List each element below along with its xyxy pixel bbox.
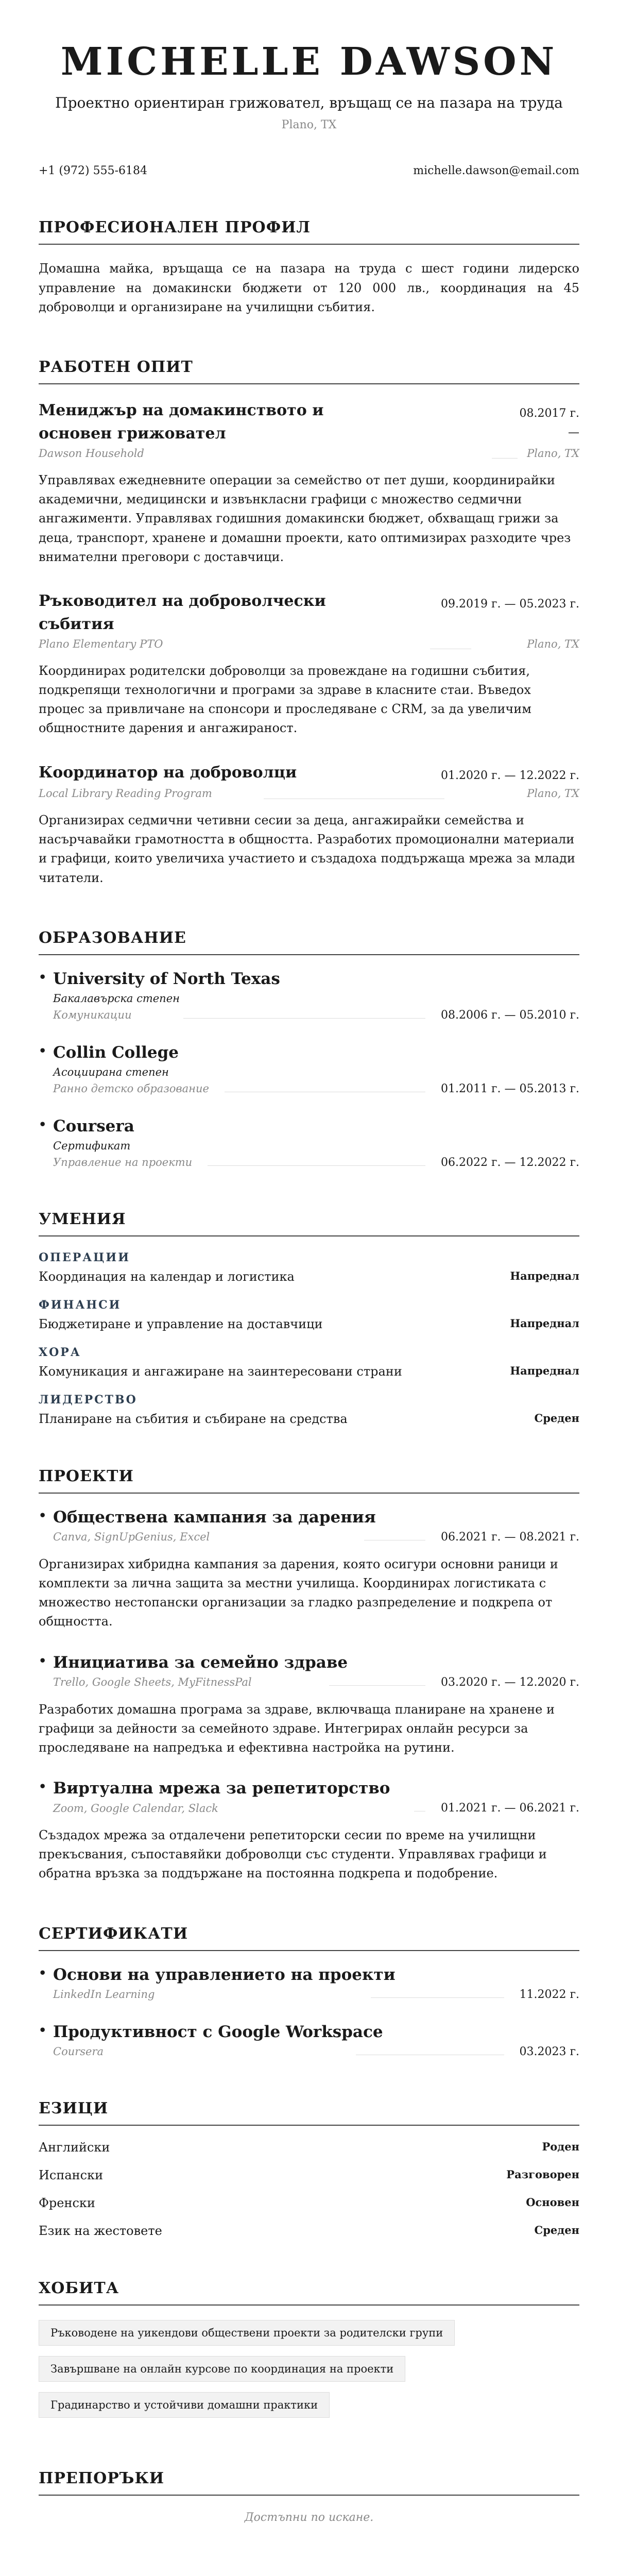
certificate-name: • Продуктивност с Google Workspace xyxy=(39,2023,579,2041)
job-location: Plano, TX xyxy=(527,637,579,650)
certificate-entry xyxy=(39,1965,579,2001)
job-org: Plano Elementary PTO xyxy=(39,637,163,650)
language-row xyxy=(39,2168,579,2182)
leader-line xyxy=(371,1997,504,1998)
skill-name: Комуникация и ангажиране на заинтересовани страни xyxy=(39,1364,402,1379)
phone-number[interactable]: +1 (972) 555-6184 xyxy=(39,164,147,178)
certificate-entry xyxy=(39,2023,579,2058)
leader-line xyxy=(183,1018,425,1019)
language-name: Английски xyxy=(39,2140,110,2155)
project-name: • Виртуална мрежа за репетиторство xyxy=(39,1779,579,1798)
hobby-tag: Завършване на онлайн курсове по координация на проекти xyxy=(39,2356,405,2382)
degree: Асоциирана степен xyxy=(53,1065,169,1078)
project-tools: Canva, SignUpGenius, Excel xyxy=(53,1531,210,1544)
skill-group xyxy=(39,1298,579,1331)
skill-group xyxy=(39,1393,579,1426)
section-title: ПРОФЕСИОНАЛЕН ПРОФИЛ xyxy=(39,218,579,245)
projects-section xyxy=(39,1467,579,1884)
job-dates: 09.2019 г. — 05.2023 г. xyxy=(441,597,579,611)
section-title: ПРЕПОРЪКИ xyxy=(39,2469,579,2496)
language-level: Основен xyxy=(526,2195,579,2209)
certificate-date: 11.2022 г. xyxy=(519,1988,579,2001)
candidate-name: MICHELLE DAWSON xyxy=(60,40,558,84)
skill-name: Бюджетиране и управление на доставчици xyxy=(39,1316,323,1331)
language-name: Френски xyxy=(39,2195,95,2210)
references-text: Достъпни по искане. xyxy=(244,2511,374,2524)
job-title: Мениджър на домакинството и основен грижовател xyxy=(39,401,324,443)
education-dates: 06.2022 г. — 12.2022 г. xyxy=(441,1156,579,1169)
job-entry xyxy=(39,589,579,738)
contact-row xyxy=(39,164,579,177)
section-title: ОБРАЗОВАНИЕ xyxy=(39,929,579,955)
skill-name: Координация на календар и логистика xyxy=(39,1269,295,1284)
school-name: • Collin College xyxy=(39,1043,579,1062)
education-entry xyxy=(39,1043,579,1095)
email-address[interactable]: michelle.dawson@email.com xyxy=(413,164,579,178)
project-name: • Обществена кампания за дарения xyxy=(39,1508,579,1527)
language-level: Среден xyxy=(534,2223,579,2236)
skill-level: Напреднал xyxy=(510,1269,579,1282)
language-name: Език на жестовете xyxy=(39,2223,162,2238)
project-dates: 06.2021 г. — 08.2021 г. xyxy=(441,1530,579,1544)
hobbies-section xyxy=(39,2279,579,2428)
language-row xyxy=(39,2140,579,2155)
section-title: СЕРТИФИКАТИ xyxy=(39,1925,579,1951)
job-entry xyxy=(39,399,579,567)
job-dates xyxy=(520,399,580,443)
education-entry xyxy=(39,1117,579,1169)
language-level: Роден xyxy=(542,2140,579,2153)
project-entry xyxy=(39,1779,579,1884)
job-title: Ръководител на доброволчески събития xyxy=(39,591,326,633)
leader-line xyxy=(208,1165,425,1166)
section-title: РАБОТЕН ОПИТ xyxy=(39,358,579,384)
project-entry xyxy=(39,1508,579,1632)
education-dates: 01.2011 г. — 05.2013 г. xyxy=(441,1082,579,1095)
certificates-section xyxy=(39,1925,579,2058)
section-title: ХОБИТА xyxy=(39,2279,579,2306)
candidate-location: Plano, TX xyxy=(281,118,337,132)
job-description: Координирах родителски доброволци за провеждане на годишни събития, подкрепящи технологични и програми за здраве в класните стаи. Въведох процес за привличане на спонсори и проследяване с CRM, за да увеличим общностните дарения и ангажираност. xyxy=(39,663,531,736)
job-org: Dawson Household xyxy=(39,447,144,460)
job-org: Local Library Reading Program xyxy=(39,787,212,800)
hobby-tag: Градинарство и устойчиви домашни практики xyxy=(39,2392,330,2418)
school-name: • University of North Texas xyxy=(39,970,579,988)
project-tools: Zoom, Google Calendar, Slack xyxy=(53,1802,218,1815)
skills-section xyxy=(39,1210,579,1426)
job-location: Plano, TX xyxy=(527,447,579,460)
skill-group xyxy=(39,1251,579,1284)
school-name: • Coursera xyxy=(39,1117,579,1136)
project-description: Създадох мрежа за отдалечени репетиторски сесии по време на училищни прекъсвания, съпоставяйки доброволци със студенти. Управлявах графици и обратна връзка за поддържане на постоянна подкрепа и подобрение. xyxy=(39,1828,547,1881)
language-level: Разговорен xyxy=(506,2167,579,2181)
skill-category: ФИНАНСИ xyxy=(39,1298,122,1312)
degree: Сертификат xyxy=(53,1139,131,1152)
field-of-study: Комуникации xyxy=(53,1009,132,1022)
certificate-issuer: Coursera xyxy=(53,2045,104,2058)
job-title: Координатор на доброволци xyxy=(39,763,297,782)
languages-section xyxy=(39,2099,579,2238)
certificate-name: • Основи на управлението на проекти xyxy=(39,1965,579,1984)
leader-line xyxy=(492,458,518,459)
project-dates: 03.2020 г. — 12.2020 г. xyxy=(441,1675,579,1689)
education-dates: 08.2006 г. — 05.2010 г. xyxy=(441,1008,579,1022)
profile-text: Домашна майка, връщаща се на пазара на труда с шест години лидерско управление на домакински бюджети от 120 000 лв., координация на 45 доброволци и организиране на училищни събития. xyxy=(39,261,579,314)
job-org-row xyxy=(39,447,579,460)
job-description: Организирах седмични четивни сесии за деца, ангажирайки семейства и насърчавайки грамотността в общността. Разработих промоционални материали и графици, които увеличиха участието и създадоха поддържаща мрежа за млади читатели. xyxy=(39,813,575,885)
job-dates: 01.2020 г. — 12.2022 г. xyxy=(441,769,579,782)
skill-name: Планиране на събития и събиране на средства xyxy=(39,1411,348,1426)
project-tools: Trello, Google Sheets, MyFitnessPal xyxy=(53,1676,252,1689)
resume-header xyxy=(39,0,579,131)
project-dates: 01.2021 г. — 06.2021 г. xyxy=(441,1802,579,1815)
education-entry xyxy=(39,970,579,1022)
experience-section xyxy=(39,358,579,888)
job-org-row xyxy=(39,787,579,800)
project-entry xyxy=(39,1653,579,1758)
hobby-tag: Ръководене на уикендови обществени проекти за родителски групи xyxy=(39,2320,455,2346)
degree: Бакалавърска степен xyxy=(53,992,180,1005)
project-description: Организирах хибридна кампания за дарения, която осигури основни раници и комплекти за лична защита за местни училища. Координирах логистиката с множество нестопански организации за гладко разпределение и подкрепа от общността. xyxy=(39,1556,558,1629)
field-of-study: Ранно детско образование xyxy=(53,1082,209,1095)
skill-level: Среден xyxy=(534,1411,579,1425)
skill-category: ОПЕРАЦИИ xyxy=(39,1250,130,1264)
skill-group xyxy=(39,1346,579,1379)
section-title: УМЕНИЯ xyxy=(39,1210,579,1236)
education-section xyxy=(39,929,579,1169)
job-entry xyxy=(39,761,579,888)
section-title: ПРОЕКТИ xyxy=(39,1467,579,1494)
candidate-tagline: Проектно ориентиран грижовател, връщащ се на пазара на труда xyxy=(55,94,563,112)
certificate-date: 03.2023 г. xyxy=(519,2045,579,2058)
certificate-issuer: LinkedIn Learning xyxy=(53,1988,155,2001)
job-org-row xyxy=(39,638,579,650)
skill-category: ХОРА xyxy=(39,1345,81,1359)
language-row xyxy=(39,2196,579,2210)
job-date-start: 08.2017 г. xyxy=(519,406,579,420)
leader-line xyxy=(329,1685,425,1686)
job-date-end: — xyxy=(568,426,579,439)
skill-category: ЛИДЕРСТВО xyxy=(39,1393,138,1406)
job-description: Управлявах ежедневните операции за семейство от пет души, координирайки академични, медицински и извънкласни графици с множество седмични ангажименти. Управлявах годишния домакински бюджет, обхващащ грижи за деца, транспорт, хранене и домашни проекти, като оптимизирах разходите чрез внимателни преговори с доставчици. xyxy=(39,472,571,564)
references-section xyxy=(39,2469,579,2524)
project-description: Разработих домашна програма за здраве, включваща планиране на хранене и графици за дейности за семейното здраве. Интегрирах онлайн ресурси за проследяване на напредъка и ефективна настройка на рутини. xyxy=(39,1702,555,1755)
skill-level: Напреднал xyxy=(510,1316,579,1330)
language-row xyxy=(39,2224,579,2238)
field-of-study: Управление на проекти xyxy=(53,1156,193,1169)
profile-section xyxy=(39,218,579,317)
language-name: Испански xyxy=(39,2167,104,2182)
job-location: Plano, TX xyxy=(527,787,579,800)
project-name: • Инициатива за семейно здраве xyxy=(39,1653,579,1672)
section-title: ЕЗИЦИ xyxy=(39,2099,579,2126)
skill-level: Напреднал xyxy=(510,1364,579,1377)
